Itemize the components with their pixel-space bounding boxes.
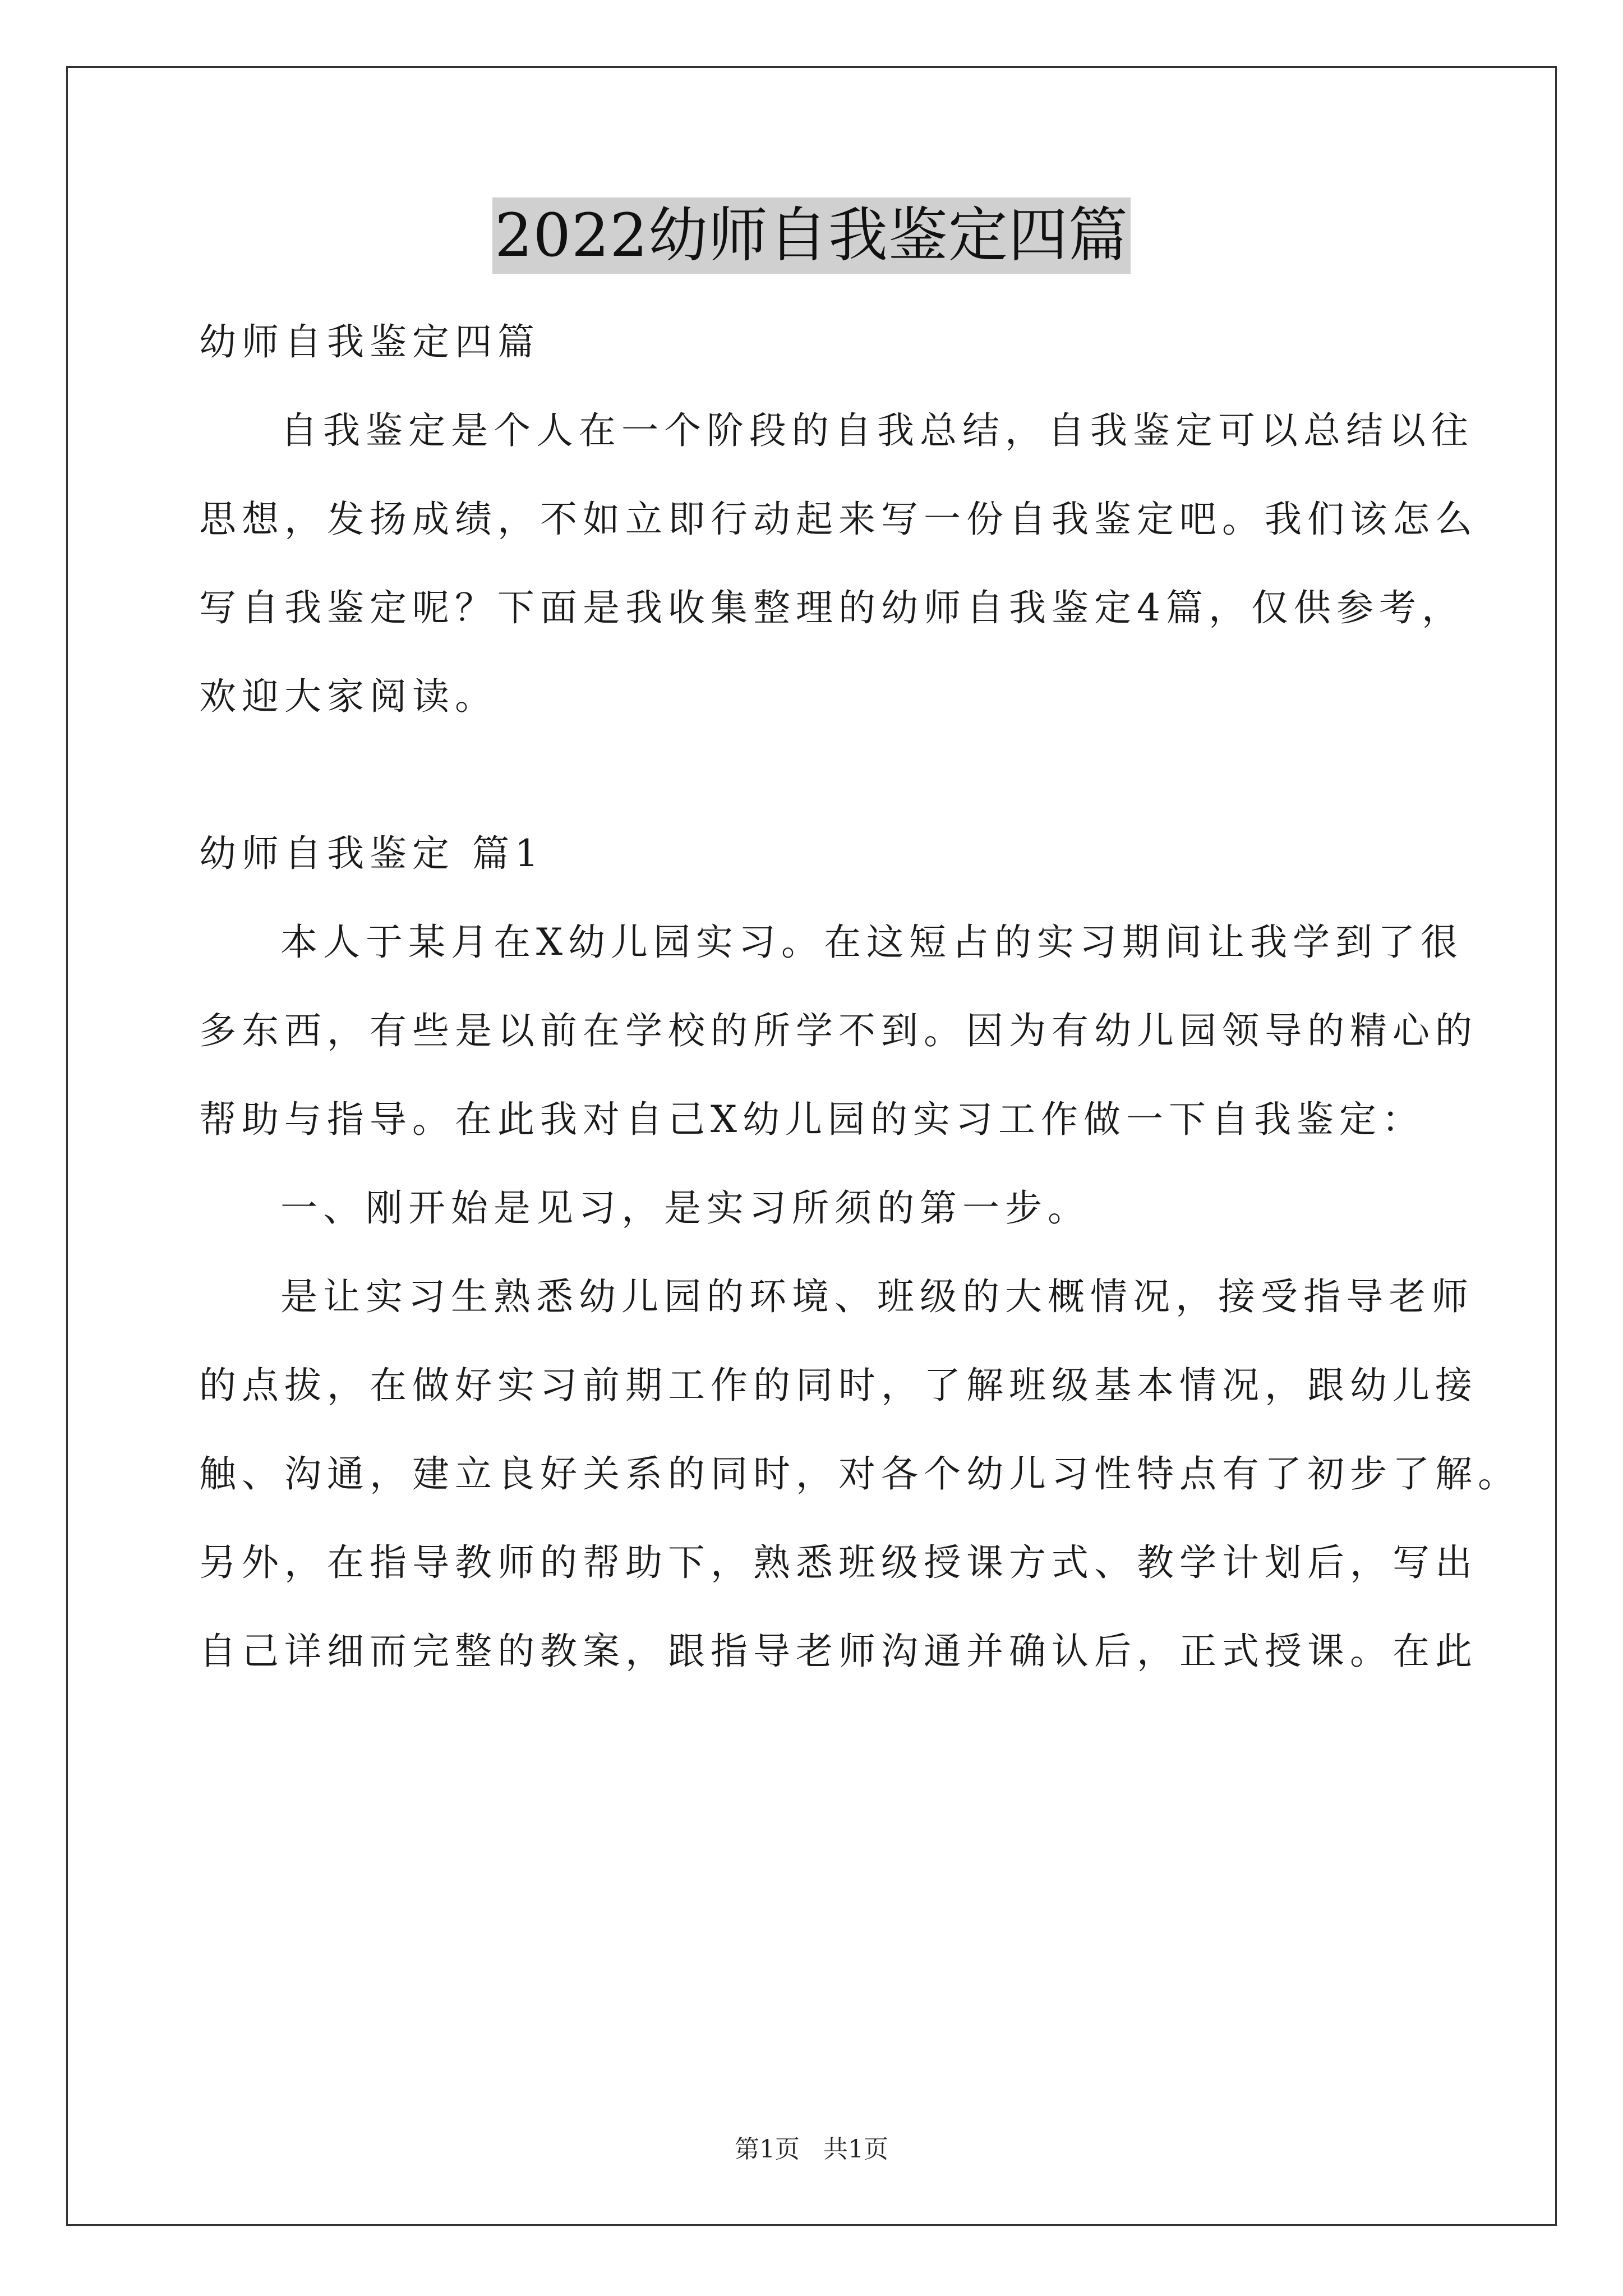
section-heading: 幼师自我鉴定 篇1: [199, 832, 544, 875]
paragraph-line: 帮助与指导。在此我对自己X幼儿园的实习工作做一下自我鉴定：: [199, 1098, 1424, 1141]
list-item: 一、刚开始是见习，是实习所须的第一步。: [280, 1186, 1090, 1230]
paragraph-line: 本人于某月在X幼儿园实习。在这短占的实习期间让我学到了很: [280, 921, 1463, 964]
page-number: 第1页: [735, 2135, 800, 2164]
page-total: 共1页: [823, 2135, 888, 2164]
document-title: 2022幼师自我鉴定四篇: [492, 197, 1131, 274]
paragraph-line: 触、沟通，建立良好关系的同时，对各个幼儿习性特点有了初步了解。: [199, 1452, 1520, 1496]
paragraph-line: 多东西，有些是以前在学校的所学不到。因为有幼儿园领导的精心的: [199, 1009, 1478, 1052]
paragraph-line: 自己详细而完整的教案，跟指导老师沟通并确认后，正式授课。在此: [199, 1630, 1478, 1673]
subtitle: 幼师自我鉴定四篇: [199, 320, 540, 364]
intro-line: 自我鉴定是个人在一个阶段的自我总结，自我鉴定可以总结以往: [280, 409, 1474, 452]
paragraph-line: 另外，在指导教师的帮助下，熟悉班级授课方式、教学计划后，写出: [199, 1541, 1478, 1584]
intro-line: 欢迎大家阅读。: [199, 675, 497, 718]
paragraph-line: 是让实习生熟悉幼儿园的环境、班级的大概情况，接受指导老师: [280, 1275, 1474, 1318]
paragraph-line: 的点拔，在做好实习前期工作的同时，了解班级基本情况，跟幼儿接: [199, 1364, 1478, 1407]
intro-line: 写自我鉴定呢？下面是我收集整理的幼师自我鉴定4篇，仅供参考，: [199, 586, 1464, 629]
title-container: [0, 197, 1623, 274]
document-body: [199, 314, 1520, 1680]
page-footer: [0, 2133, 1623, 2166]
intro-line: 思想，发扬成绩，不如立即行动起来写一份自我鉴定吧。我们该怎么: [199, 498, 1478, 541]
